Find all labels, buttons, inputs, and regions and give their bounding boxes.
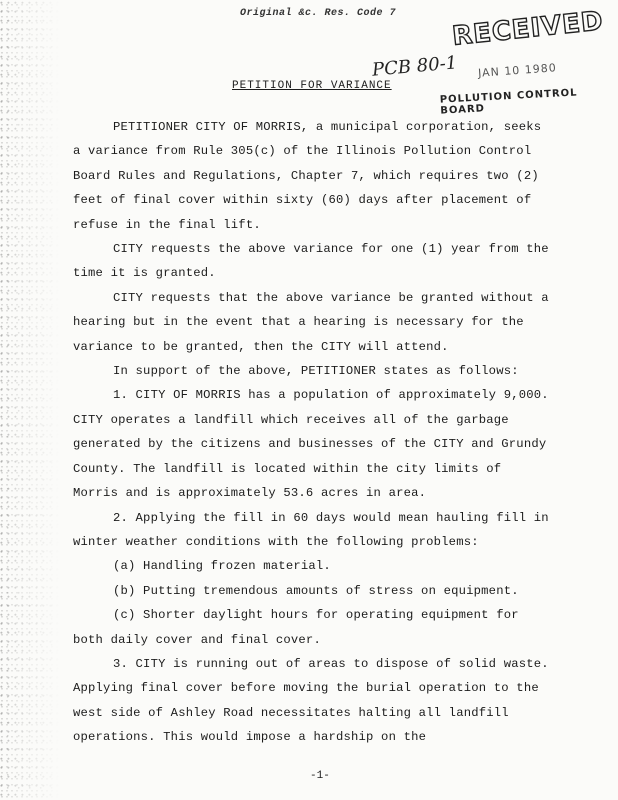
received-stamp: RECEIVED bbox=[450, 6, 605, 52]
top-note: Original &c. Res. Code 7 bbox=[240, 8, 397, 19]
paragraph-item-2c: (c) Shorter daylight hours for operating equipment for both daily cover and final cover. bbox=[73, 608, 519, 647]
paragraph-item-2: 2. Applying the fill in 60 days would mean hauling fill in winter weather conditions with the following problems: bbox=[73, 510, 549, 549]
paragraph-intro: PETITIONER CITY OF MORRIS, a municipal corporation, seeks a variance from Rule 305(c) of the Illinois Pollution Control Board Rules and Regulations, Chapter 7, which requires two (2) feet of final cover within sixty (60) days after placement of refuse in the final lift. bbox=[73, 120, 542, 232]
paragraph-item-2a: (a) Handling frozen material. bbox=[113, 559, 331, 574]
paragraph-item-1: 1. CITY OF MORRIS has a population of approximately 9,000. CITY operates a landfill which receives all of the garbage generated by the citizens and businesses of the CITY and Grundy County. The landfill is located within the city limits of Morris and is approximately 53.6 acres in area. bbox=[73, 388, 549, 501]
scan-edge-noise bbox=[0, 0, 60, 800]
document-body bbox=[73, 115, 551, 750]
paragraph-item-3: 3. CITY is running out of areas to dispose of solid waste. Applying final cover before moving the burial operation to the west side of Ashley Road necessitates halting all landfill operations. This would impose a hardship on the bbox=[73, 656, 549, 745]
document-title: PETITION FOR VARIANCE bbox=[232, 80, 392, 92]
stamp-board: POLLUTION CONTROL BOARD bbox=[439, 87, 578, 117]
paragraph-hearing: CITY requests that the above variance be granted without a hearing but in the event that a hearing is necessary for the variance to be granted, then the CITY will attend. bbox=[73, 290, 549, 354]
stamp-date: JAN 10 1980 bbox=[477, 61, 558, 80]
handwritten-docket-number: PCB 80-1 bbox=[371, 52, 459, 81]
paragraph-item-2b: (b) Putting tremendous amounts of stress on equipment. bbox=[113, 583, 519, 598]
page-number: -1- bbox=[310, 770, 330, 782]
paragraph-support: In support of the above, PETITIONER states as follows: bbox=[113, 364, 519, 379]
paragraph-duration: CITY requests the above variance for one (1) year from the time it is granted. bbox=[73, 242, 549, 281]
